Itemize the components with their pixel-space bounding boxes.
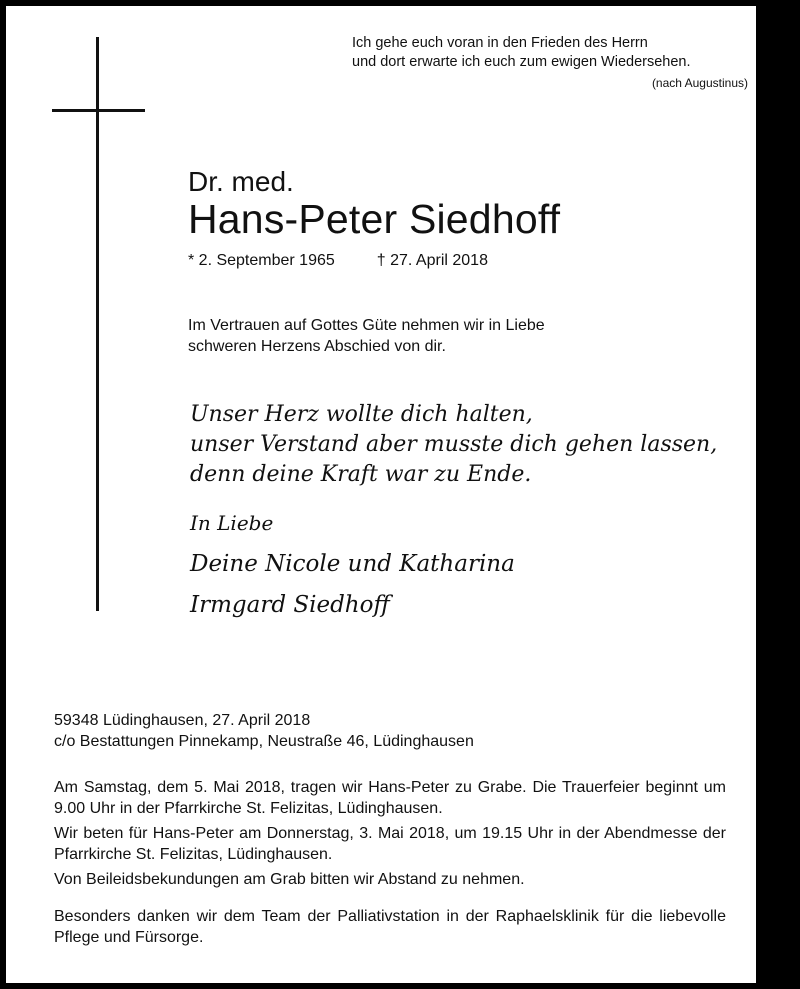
thanks-note: Besonders danken wir dem Team der Palliativstation in der Raphaelsklinik für die liebevolle Pflege und Fürsorge. [54, 908, 726, 946]
cross-icon-bar [52, 109, 145, 112]
address [54, 710, 474, 752]
intro-line-1: Im Vertrauen auf Gottes Güte nehmen wir in Liebe [188, 317, 545, 334]
poem-line-1: Unser Herz wollte dich halten, [190, 402, 533, 427]
intro-line-2: schweren Herzens Abschied von dir. [188, 338, 446, 355]
address-line-2: c/o Bestattungen Pinnekamp, Neustraße 46, Lüdinghausen [54, 733, 474, 750]
deceased-title: Dr. med. [188, 166, 294, 197]
death-date: † 27. April 2018 [376, 252, 488, 269]
quote-line-1: Ich gehe euch voran in den Frieden des Herrn [352, 35, 648, 51]
deceased-name: Hans-Peter Siedhoff [188, 196, 561, 242]
intro-text [188, 315, 545, 357]
signature-greeting: In Liebe [190, 511, 274, 535]
quote [352, 34, 691, 72]
quote-source: (nach Augustinus) [651, 76, 748, 90]
obituary-card [6, 6, 756, 983]
cross-icon [96, 37, 99, 611]
prayer-info: Wir beten für Hans-Peter am Donnerstag, 3. Mai 2018, um 19.15 Uhr in der Abendmesse der Pfarrkirche St. Felizitas, Lüdinghausen. [54, 825, 726, 863]
poem-line-3: denn deine Kraft war zu Ende. [190, 462, 532, 487]
birth-date: * 2. September 1965 [188, 252, 335, 269]
funeral-info: Am Samstag, dem 5. Mai 2018, tragen wir Hans-Peter zu Grabe. Die Trauerfeier beginnt um 9.00 Uhr in der Pfarrkirche St. Felizitas, Lüdinghausen. [54, 779, 726, 817]
life-dates [188, 252, 488, 270]
quote-line-2: und dort erwarte ich euch zum ewigen Wiedersehen. [352, 54, 691, 70]
condolence-note: Von Beileidsbekundungen am Grab bitten wir Abstand zu nehmen. [54, 871, 525, 888]
signature-line-2: Irmgard Siedhoff [190, 592, 390, 618]
address-line-1: 59348 Lüdinghausen, 27. April 2018 [54, 712, 311, 729]
poem [190, 400, 717, 490]
signature-line-1: Deine Nicole und Katharina [190, 551, 515, 577]
poem-line-2: unser Verstand aber musste dich gehen lassen, [190, 432, 718, 457]
